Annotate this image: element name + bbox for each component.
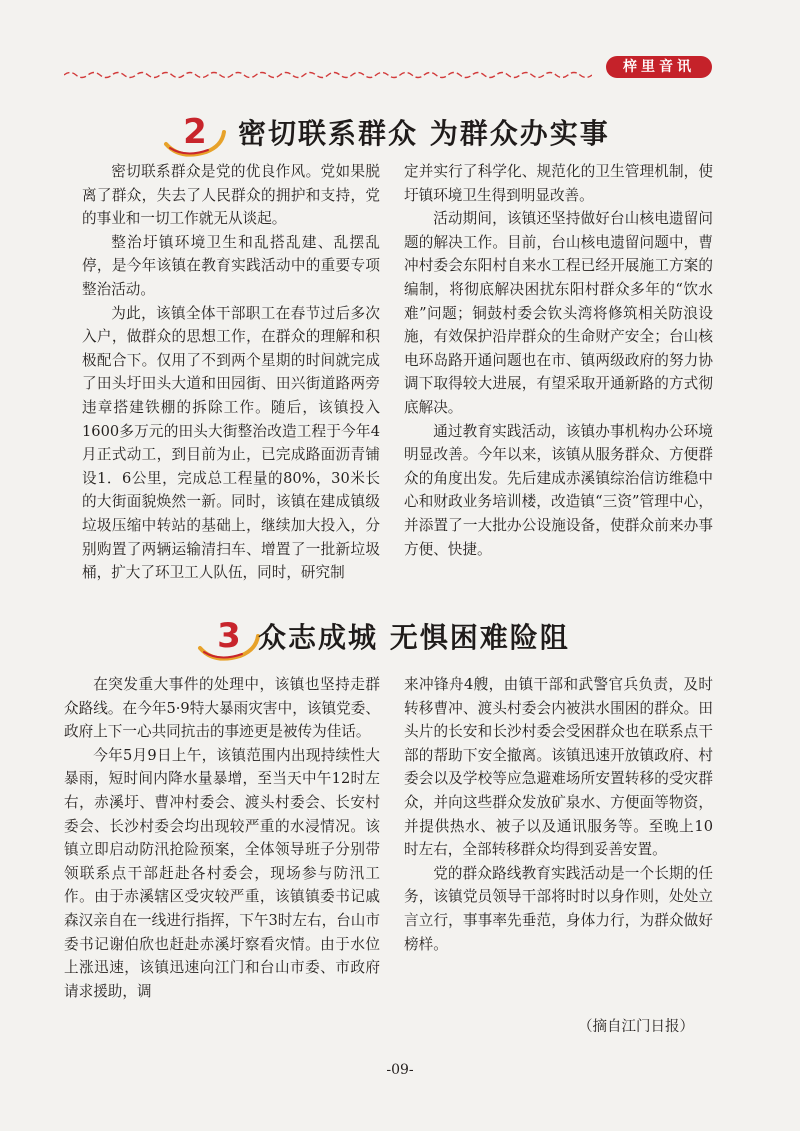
column-badge: 梓里音讯 [606, 56, 712, 78]
section-number-badge [194, 614, 264, 664]
paragraph: 密切联系群众是党的优良作风。党如果脱离了群众，失去了人民群众的拥护和支持，党的事业和一切工作就无从谈起。 [82, 163, 380, 228]
section-title: 密切联系群众 为群众办实事 [238, 117, 610, 150]
section2-left-column [82, 160, 380, 585]
source-note: （摘自江门日报） [578, 1019, 694, 1035]
section-heading [160, 110, 680, 160]
header-wave-divider [64, 70, 592, 80]
section-number: 3 [217, 616, 241, 656]
section-number: 2 [183, 112, 207, 152]
paragraph: 通过教育实践活动，该镇办事机构办公环境明显改善。今年以来，该镇从服务群众、方便群众的角度出发。先后建成赤溪镇综治信访维稳中心和财政业务培训楼，改造镇“三资”管理中心，并添置了一大批办公设施设备，使群众前来办事方便、快捷。 [404, 422, 713, 558]
section2-right-column [404, 160, 713, 561]
paragraph: 今年5月9日上午，该镇范围内出现持续性大暴雨，短时间内降水量暴增，至当天中午12时左右，赤溪圩、曹冲村委会、渡头村委会、长安村委会、长沙村委会均出现较严重的水浸情况。该镇立即启动防汛抢险预案，全体领导班子分别带领联系点干部赶赴各村委会，现场参与防汛工作。由于赤溪辖区受灾较严重，该镇镇委书记戚森汉亲自在一线进行指挥，下午3时左右，台山市委书记谢伯欣也赶赴赤溪圩察看灾情。由于水位上涨迅速，该镇迅速向江门和台山市委、市政府请求援助，调 [64, 746, 380, 1000]
paragraph: 活动期间，该镇还坚持做好台山核电遗留问题的解决工作。目前，台山核电遗留问题中，曹冲村委会东阳村自来水工程已经开展施工方案的编制，将彻底解决困扰东阳村群众多年的“饮水难”问题；铜鼓村委会钦头湾将修筑相关防浪设施，有效保护沿岸群众的生命财产安全；台山核电环岛路开通问题也在市、镇两级政府的努力协调下取得较大进展，有望采取开通新路的方式彻底解决。 [404, 210, 713, 416]
section3-right-column [404, 673, 713, 956]
paragraph: 为此，该镇全体干部职工在春节过后多次入户，做群众的思想工作，在群众的理解和积极配合下。仅用了不到两个星期的时间就完成了田头圩田头大道和田园街、田兴街道路两旁违章搭建铁棚的拆除工作。随后，该镇投入1600多万元的田头大街整治改造工程于今年4月正式动工，到目前为止，已完成路面沥青铺设1．6公里，完成总工程量的80%，30米长的大街面貌焕然一新。同时，该镇在建成镇级垃圾压缩中转站的基础上，继续加大投入，分别购置了两辆运输清扫车、增置了一批新垃圾桶，扩大了环卫工人队伍，同时，研究制 [82, 304, 380, 582]
paragraph: 整治圩镇环境卫生和乱搭乱建、乱摆乱停，是今年该镇在教育实践活动中的重要专项整治活动。 [82, 233, 380, 298]
section-number-badge [160, 110, 230, 160]
paragraph: 定并实行了科学化、规范化的卫生管理机制，使圩镇环境卫生得到明显改善。 [404, 163, 713, 204]
paragraph: 在突发重大事件的处理中，该镇也坚持走群众路线。在今年5·9特大暴雨灾害中，该镇党委、政府上下一心共同抗击的事迹更是被传为佳话。 [64, 676, 380, 741]
section-heading [194, 614, 674, 664]
page-number: -09- [386, 1062, 414, 1078]
section-title: 众志成城 无惧困难险阻 [258, 621, 570, 654]
paragraph: 来冲锋舟4艘，由镇干部和武警官兵负责，及时转移曹冲、渡头村委会内被洪水围困的群众。田头片的长安和长沙村委会受困群众也在联系点干部的帮助下安全撤离。该镇迅速开放镇政府、村委会以及学校等应急避难场所安置转移的受灾群众，并向这些群众发放矿泉水、方便面等物资，并提供热水、被子以及通讯服务等。至晚上10时左右，全部转移群众均得到妥善安置。 [404, 676, 713, 859]
paragraph: 党的群众路线教育实践活动是一个长期的任务，该镇党员领导干部将时时以身作则，处处立言立行，事事率先垂范，身体力行，为群众做好榜样。 [404, 864, 713, 953]
section3-left-column [64, 673, 380, 1003]
